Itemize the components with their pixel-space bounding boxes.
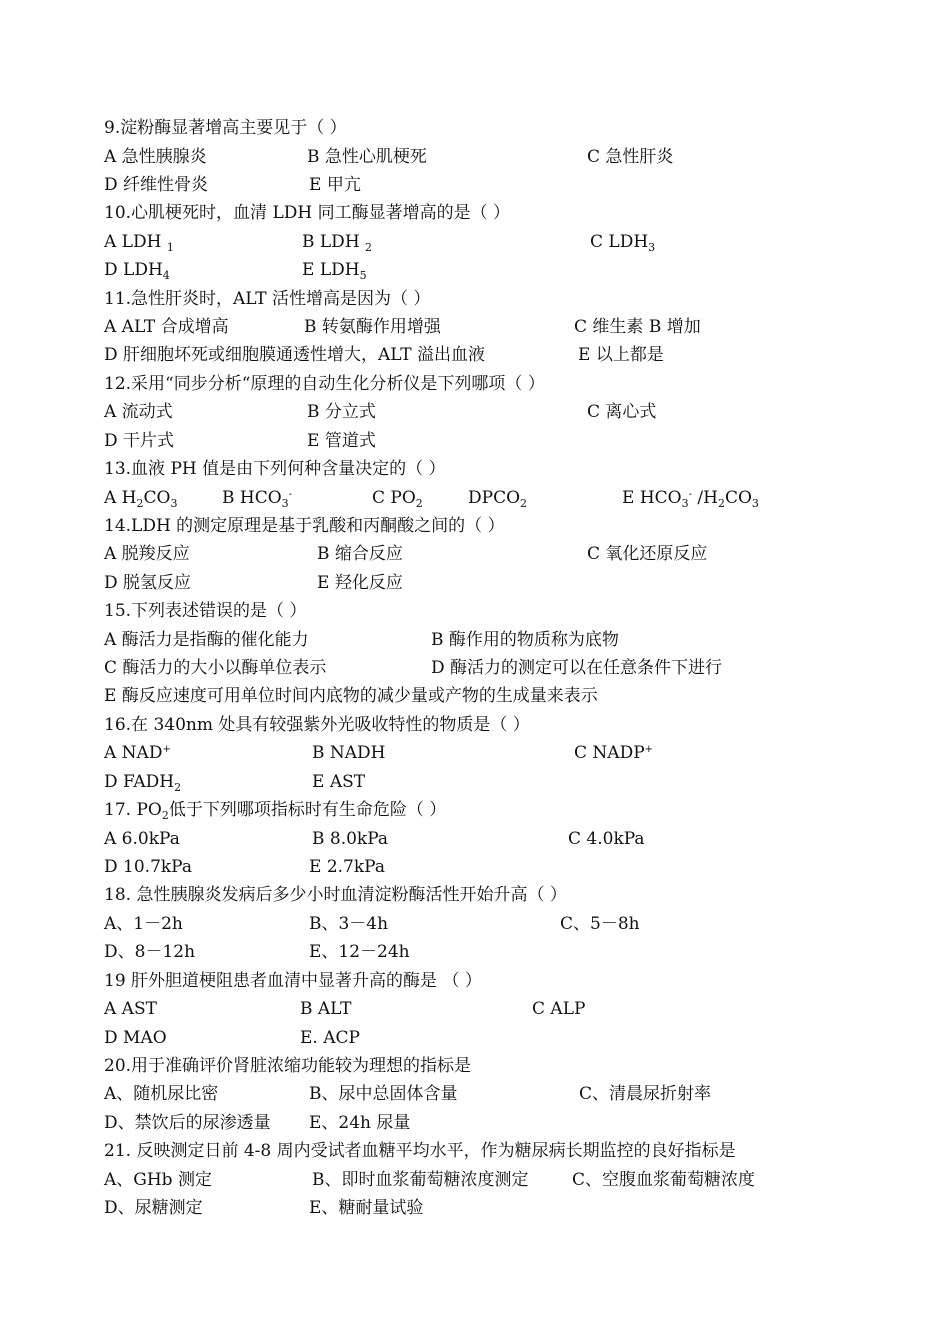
q14-option-e: E 羟化反应: [317, 573, 403, 593]
q20-option-d: D、禁饮后的尿渗透量: [104, 1113, 271, 1133]
question-21-options-row2: [104, 1194, 864, 1222]
q20-option-a: A、随机尿比密: [104, 1084, 219, 1104]
question-16-options-row2: [104, 768, 864, 796]
q16-a-sup: +: [162, 744, 171, 755]
question-17-options-row2: [104, 853, 864, 881]
q21-option-c: C、空腹血浆葡萄糖浓度: [572, 1170, 756, 1190]
q12-option-b: B 分立式: [307, 402, 376, 422]
q10-option-b: [302, 228, 372, 256]
q19-option-b: B ALT: [300, 999, 352, 1019]
q17-option-c: C 4.0kPa: [568, 829, 645, 849]
q16-option-e: E AST: [312, 772, 366, 792]
q19-option-d: D MAO: [104, 1028, 167, 1048]
q10-d-text: D LDH: [104, 260, 163, 280]
q16-option-b: B NADH: [312, 743, 386, 763]
q13-option-b: [222, 484, 292, 512]
q15-option-e: E 酶反应速度可用单位时间内底物的减少量或产物的生成量来表示: [104, 686, 598, 706]
q16-option-d: [104, 768, 181, 796]
question-12-options-row2: [104, 427, 864, 455]
q16-c-text: C NADP: [574, 743, 645, 763]
q10-e-sub: 5: [359, 269, 367, 282]
q11-option-e: E 以上都是: [578, 345, 664, 365]
q10-b-sub: 2: [365, 241, 373, 254]
question-10-options-row2: [104, 256, 864, 284]
q19-option-e: E. ACP: [300, 1028, 360, 1048]
q21-option-b: B、即时血浆葡萄糖浓度测定: [312, 1170, 529, 1190]
question-10-stem: 10.心肌梗死时，血清 LDH 同工酶显著增高的是（ ）: [104, 203, 510, 223]
question-14-options-row1: [104, 540, 864, 568]
question-9-options-row1: [104, 143, 864, 171]
question-13-options: [104, 484, 864, 512]
q17-option-d: D 10.7kPa: [104, 857, 192, 877]
question-18-options-row2: [104, 938, 864, 966]
q14-option-b: B 缩合反应: [317, 544, 403, 564]
question-11-options-row2: [104, 341, 864, 369]
q11-option-d: D 肝细胞坏死或细胞膜通透性增大，ALT 溢出血液: [104, 345, 485, 365]
q12-option-c: C 离心式: [587, 402, 657, 422]
q14-option-d: D 脱氢反应: [104, 573, 192, 593]
question-10-options-row1: [104, 228, 864, 256]
question-16-stem: 16.在 340nm 处具有较强紫外光吸收特性的物质是（ ）: [104, 715, 530, 735]
q10-b-text: B LDH: [302, 232, 360, 252]
q16-d-sub: 2: [174, 781, 182, 794]
question-18-stem: 18. 急性胰腺炎发病后多少小时血清淀粉酶活性开始升高（ ）: [104, 885, 567, 905]
q17-option-b: B 8.0kPa: [312, 829, 389, 849]
q10-option-a: [104, 228, 174, 256]
q10-c-sub: 3: [648, 241, 656, 254]
q9-option-b: B 急性心肌梗死: [307, 147, 427, 167]
q20-option-b: B、尿中总固体含量: [309, 1084, 458, 1104]
q19-option-a: A AST: [104, 999, 157, 1019]
question-21-options-row1: [104, 1166, 864, 1194]
q18-option-b: B、3－4h: [309, 914, 389, 934]
q13-option-c: [372, 484, 423, 512]
q13-b-sup: -: [288, 489, 293, 500]
question-11-stem: 11.急性肝炎时，ALT 活性增高是因为（ ）: [104, 289, 431, 309]
question-16-options-row1: [104, 739, 864, 767]
q13-e-sub2: 2: [717, 497, 725, 510]
q15-option-b: B 酶作用的物质称为底物: [431, 630, 619, 650]
q13-option-d: [468, 484, 527, 512]
question-13-stem: 13.血液 PH 值是由下列何种含量决定的（ ）: [104, 459, 446, 479]
question-14-options-row2: [104, 569, 864, 597]
question-9-stem: 9.淀粉酶显著增高主要见于（ ）: [104, 118, 347, 138]
q13-a-text2: CO: [143, 488, 171, 508]
question-15-stem: 15.下列表述错误的是（ ）: [104, 601, 307, 621]
q14-option-a: A 脱羧反应: [104, 544, 190, 564]
question-15-options-row2: [104, 654, 864, 682]
q10-option-c: [590, 228, 655, 256]
q12-option-e: E 管道式: [307, 431, 376, 451]
question-12-options-row1: [104, 398, 864, 426]
q16-d-text: D FADH: [104, 772, 175, 792]
q14-option-c: C 氧化还原反应: [587, 544, 708, 564]
q11-option-c: C 维生素 B 增加: [574, 317, 701, 337]
question-15-options-row1: [104, 626, 864, 654]
question-19-options-row2: [104, 1024, 864, 1052]
q9-option-c: C 急性肝炎: [587, 147, 674, 167]
q10-e-text: E LDH: [302, 260, 360, 280]
q17-stem-text1: 17. PO: [104, 800, 162, 820]
q13-c-sub: 2: [415, 497, 423, 510]
question-9-options-row2: [104, 171, 864, 199]
q17-stem-text2: 低于下列哪项指标时有生命危险（ ）: [168, 800, 447, 820]
q10-option-d: [104, 256, 170, 284]
question-12-stem: 12.采用“同步分析“原理的自动生化分析仪是下列哪项（ ）: [104, 374, 545, 394]
q13-a-sub1: 2: [136, 497, 144, 510]
q10-a-text: A LDH: [104, 232, 162, 252]
q21-option-d: D、尿糖测定: [104, 1198, 203, 1218]
q13-e-sup: -: [688, 489, 692, 500]
q13-a-text1: A H: [104, 488, 137, 508]
q13-b-sub: 3: [281, 497, 289, 510]
q13-b-text: B HCO: [222, 488, 282, 508]
q13-c-text: C PO: [372, 488, 416, 508]
q18-option-d: D、8－12h: [104, 942, 196, 962]
q10-c-text: C LDH: [590, 232, 649, 252]
q13-e-text3: CO: [724, 488, 752, 508]
q13-a-sub2: 3: [170, 497, 178, 510]
question-20-options-row2: [104, 1109, 864, 1137]
q9-option-e: E 甲亢: [309, 175, 361, 195]
question-21-stem: 21. 反映测定日前 4-8 周内受试者血糖平均水平，作为糖尿病长期监控的良好指标是: [104, 1141, 736, 1161]
q13-d-text: DPCO: [468, 488, 521, 508]
question-19-stem: 19 肝外胆道梗阻患者血清中显著升高的酶是 （ ）: [104, 971, 482, 991]
q9-option-a: A 急性胰腺炎: [104, 147, 207, 167]
q21-option-e: E、糖耐量试验: [309, 1198, 424, 1218]
question-20-stem: 20.用于准确评价肾脏浓缩功能较为理想的指标是: [104, 1056, 472, 1076]
q16-option-a: [104, 739, 171, 767]
q13-e-text2: /H: [691, 488, 718, 508]
q13-e-sub1: 3: [681, 497, 689, 510]
q13-d-sub: 2: [520, 497, 528, 510]
q20-option-c: C、清晨尿折射率: [579, 1084, 712, 1104]
q16-option-c: [574, 739, 653, 767]
q21-option-a: A、GHb 测定: [104, 1170, 212, 1190]
q17-stem-sub: 2: [161, 809, 169, 822]
q13-e-text1: E HCO: [622, 488, 682, 508]
q18-option-e: E、12－24h: [309, 942, 410, 962]
q13-e-sub3: 3: [751, 497, 759, 510]
question-18-options-row1: [104, 910, 864, 938]
q19-option-c: C ALP: [532, 999, 586, 1019]
q20-option-e: E、24h 尿量: [309, 1113, 411, 1133]
question-17-stem: [104, 796, 864, 824]
q16-a-text: A NAD: [104, 743, 163, 763]
q10-a-sub: 1: [166, 241, 174, 254]
q12-option-a: A 流动式: [104, 402, 173, 422]
q13-option-a: [104, 484, 177, 512]
question-11-options-row1: [104, 313, 864, 341]
q17-option-a: A 6.0kPa: [104, 829, 180, 849]
q15-option-c: C 酶活力的大小以酶单位表示: [104, 658, 327, 678]
q15-option-d: D 酶活力的测定可以在任意条件下进行: [431, 658, 723, 678]
question-19-options-row1: [104, 995, 864, 1023]
q10-d-sub: 4: [162, 269, 170, 282]
q15-option-a: A 酶活力是指酶的催化能力: [104, 630, 309, 650]
q18-option-c: C、5－8h: [560, 914, 640, 934]
q12-option-d: D 干片式: [104, 431, 175, 451]
q13-option-e: [622, 484, 759, 512]
question-14-stem: 14.LDH 的测定原理是基于乳酸和丙酮酸之间的（ ）: [104, 516, 505, 536]
q18-option-a: A、1－2h: [104, 914, 183, 934]
question-15-options-row3: [104, 682, 864, 710]
q10-option-e: [302, 256, 367, 284]
question-17-options-row1: [104, 825, 864, 853]
q11-option-a: A ALT 合成增高: [104, 317, 229, 337]
question-20-options-row1: [104, 1080, 864, 1108]
q9-option-d: D 纤维性骨炎: [104, 175, 209, 195]
q17-option-e: E 2.7kPa: [309, 857, 385, 877]
q11-option-b: B 转氨酶作用增强: [304, 317, 441, 337]
q16-c-sup: +: [644, 744, 654, 755]
